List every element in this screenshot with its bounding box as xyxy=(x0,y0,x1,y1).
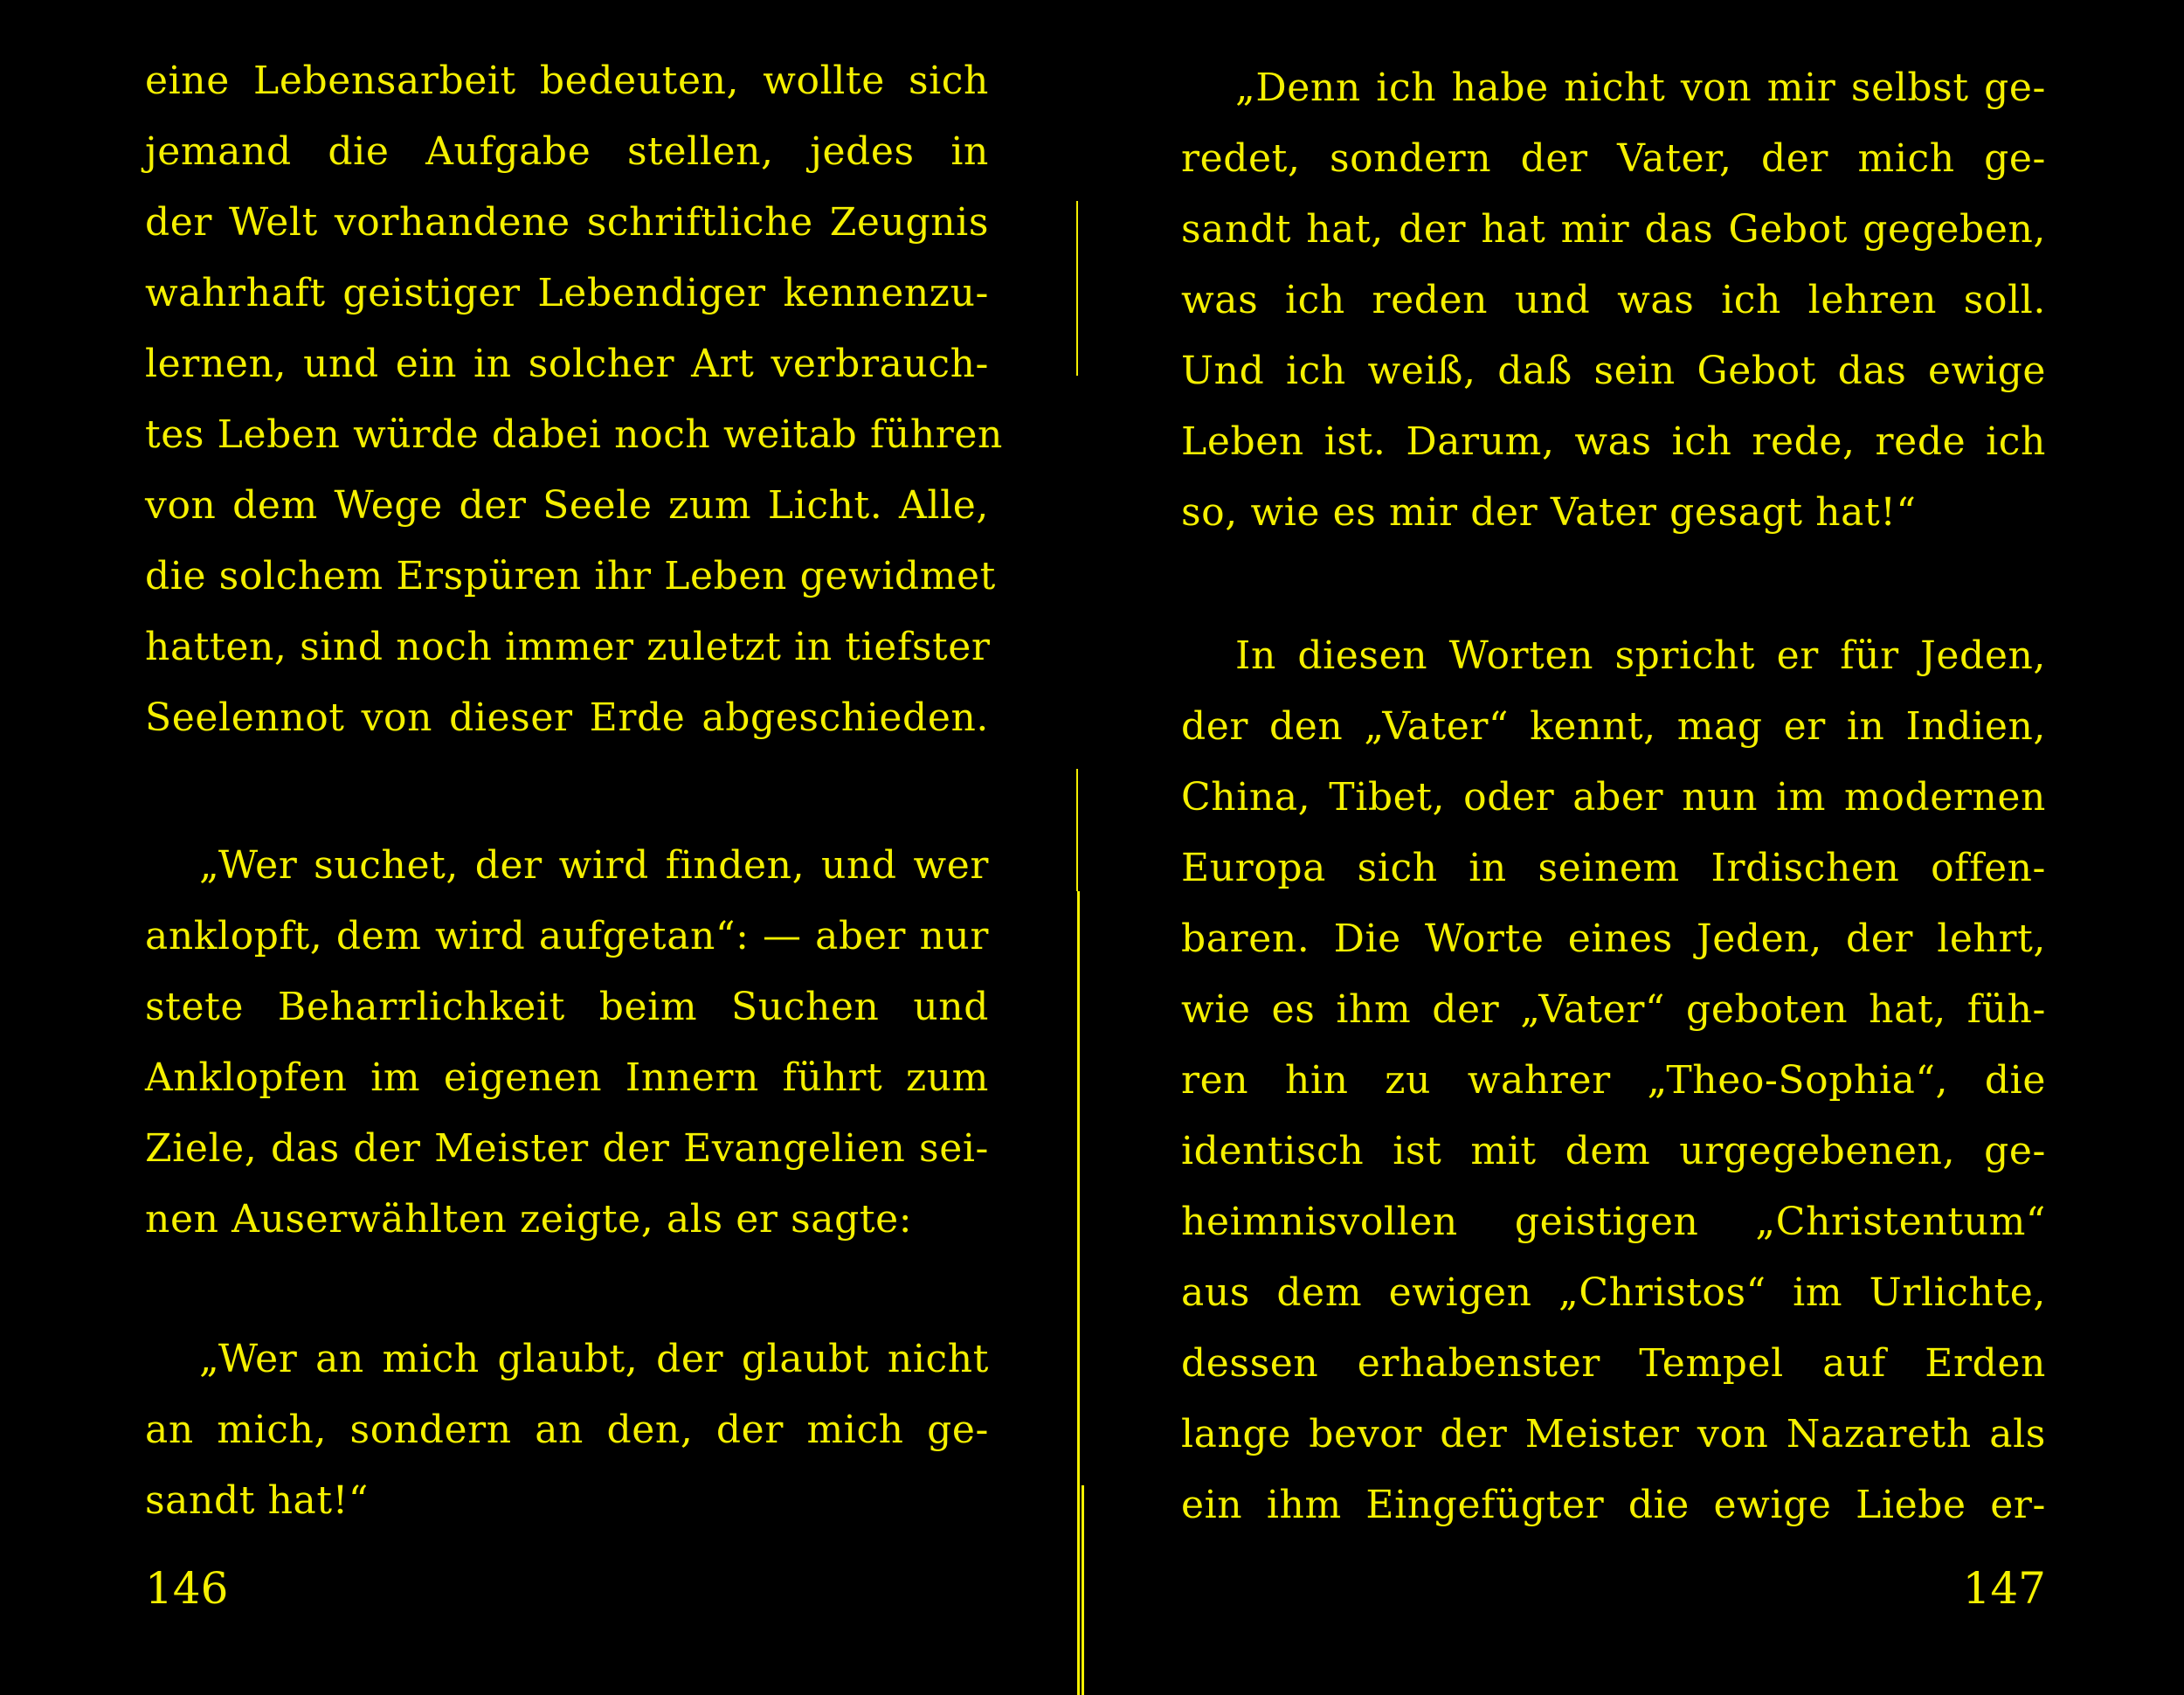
text-line: Europa sich in seinem Irdischen offen- xyxy=(1181,846,2046,890)
text-line: redet, sondern der Vater, der mich ge- xyxy=(1181,136,2046,181)
left-paragraph-2 xyxy=(145,830,989,1255)
text-line: wahrhaft geistiger Lebendiger kennenzu- xyxy=(145,271,989,315)
text-line: ein ihm Eingefügter die ewige Liebe er- xyxy=(1181,1483,2046,1527)
right-page xyxy=(1181,0,2046,1695)
text-line: identisch ist mit dem urgegebenen, ge- xyxy=(1181,1129,2046,1173)
text-line: China, Tibet, oder aber nun im modernen xyxy=(1181,775,2046,820)
text-line: wie es ihm der „Vater“ geboten hat, füh- xyxy=(1181,987,2046,1032)
left-paragraph-1 xyxy=(145,45,1003,753)
text-line: „Wer an mich glaubt, der glaubt nicht xyxy=(199,1337,989,1381)
text-line: Leben ist. Darum, was ich rede, rede ich xyxy=(1181,419,2046,464)
text-line: „Wer suchet, der wird finden, und wer xyxy=(199,843,989,888)
text-line: Anklopfen im eigenen Innern führt zum xyxy=(145,1055,989,1100)
left-page xyxy=(145,0,1003,1695)
text-line: dessen erhabenster Tempel auf Erden xyxy=(1181,1341,2046,1386)
text-line: tes Leben würde dabei noch weitab führen xyxy=(145,412,1003,457)
text-line: nen Auserwählten zeigte, als er sagte: xyxy=(145,1197,913,1242)
text-line: heimnisvollen geistigen „Christentum“ xyxy=(1181,1200,2046,1244)
text-line: In diesen Worten spricht er für Jeden, xyxy=(1235,633,2046,678)
text-line: sandt hat!“ xyxy=(145,1478,370,1523)
text-line: sandt hat, der hat mir das Gebot gegeben, xyxy=(1181,207,2046,252)
text-line: der Welt vorhandene schriftliche Zeugnis xyxy=(145,200,989,245)
text-line: so, wie es mir der Vater gesagt hat!“ xyxy=(1181,490,1917,535)
left-paragraph-3 xyxy=(145,1324,989,1536)
text-line: stete Beharrlichkeit beim Suchen und xyxy=(145,985,989,1029)
text-line: lernen, und ein in solcher Art verbrauch- xyxy=(145,342,989,386)
right-paragraph-1 xyxy=(1181,52,2046,548)
text-line: baren. Die Worte eines Jeden, der lehrt, xyxy=(1181,917,2046,961)
text-line: eine Lebensarbeit bedeuten, wollte sich xyxy=(145,59,989,103)
text-line: an mich, sondern an den, der mich ge- xyxy=(145,1408,989,1452)
page-number: 147 xyxy=(1962,1563,2046,1614)
text-line: Ziele, das der Meister der Evangelien sei- xyxy=(145,1126,989,1171)
text-line: lange bevor der Meister von Nazareth als xyxy=(1181,1412,2046,1456)
right-paragraph-2 xyxy=(1181,620,2046,1540)
text-line: der den „Vater“ kennt, mag er in Indien, xyxy=(1181,704,2046,749)
text-line: von dem Wege der Seele zum Licht. Alle, xyxy=(145,483,989,528)
text-line: Und ich weiß, daß sein Gebot das ewige xyxy=(1181,349,2046,393)
text-line: aus dem ewigen „Christos“ im Urlichte, xyxy=(1181,1270,2046,1315)
page-number: 146 xyxy=(145,1563,229,1614)
book-gutter xyxy=(1073,0,1090,1695)
text-line: Seelennot von dieser Erde abgeschieden. xyxy=(145,695,989,740)
text-line: ren hin zu wahrer „Theo-Sophia“, die xyxy=(1181,1058,2046,1103)
text-line: anklopft, dem wird aufgetan“: — aber nur xyxy=(145,914,989,958)
text-line: jemand die Aufgabe stellen, jedes in xyxy=(145,129,989,174)
text-line: „Denn ich habe nicht von mir selbst ge- xyxy=(1235,66,2046,110)
text-line: was ich reden und was ich lehren soll. xyxy=(1181,278,2046,322)
text-line: die solchem Erspüren ihr Leben gewidmet xyxy=(145,554,996,598)
text-line: hatten, sind noch immer zuletzt in tiefster xyxy=(145,625,991,669)
